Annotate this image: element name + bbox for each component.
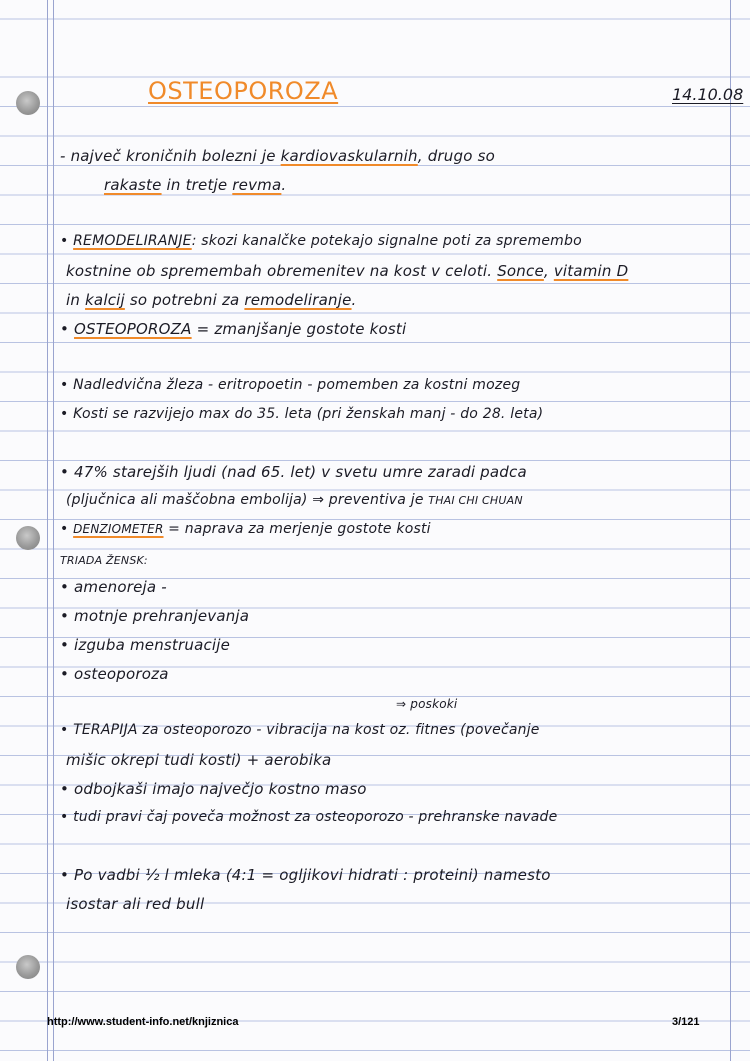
date: 14.10.08 bbox=[672, 85, 744, 104]
footer-url: http://www.student-info.net/knjiznica bbox=[47, 1016, 239, 1028]
list-item: • amenoreja - bbox=[60, 578, 167, 596]
note-line: • TERAPIJA za osteoporozo - vibracija na kost oz. fitnes (povečanje bbox=[60, 722, 540, 738]
note-line: • Po vadbi ½ l mleka (4:1 = ogljikovi hidrati : proteini) namesto bbox=[60, 866, 551, 884]
note-line: kostnine ob spremembah obremenitev na kost v celoti. Sonce, vitamin D bbox=[66, 262, 629, 280]
right-margin-line bbox=[730, 0, 731, 1061]
list-item: • osteoporoza bbox=[60, 665, 169, 683]
note-line: in kalcij so potrebni za remodeliranje. bbox=[66, 291, 357, 309]
note-line: • REMODELIRANJE: skozi kanalčke potekajo signalne poti za spremembo bbox=[60, 233, 582, 249]
punch-hole bbox=[16, 526, 40, 550]
list-item: • motnje prehranjevanja bbox=[60, 607, 250, 625]
note-line: • DENZIOMETER = naprava za merjenje gostote kosti bbox=[60, 521, 431, 537]
note-line: • tudi pravi čaj poveča možnost za osteoporozo - prehranske navade bbox=[60, 809, 558, 825]
note-line: • Kosti se razvijejo max do 35. leta (pri ženskah manj - do 28. leta) bbox=[60, 406, 544, 422]
page-title: OSTEOPOROZA bbox=[148, 77, 339, 105]
note-line: - največ kroničnih bolezni je kardiovaskularnih, drugo so bbox=[60, 147, 495, 165]
note-line: mišic okrepi tudi kosti) + aerobika bbox=[66, 751, 332, 769]
left-margin-line bbox=[47, 0, 48, 1061]
note-line: (pljučnica ali maščobna embolija) ⇒ preventiva je THAI CHI CHUAN bbox=[66, 492, 523, 508]
punch-hole bbox=[16, 91, 40, 115]
list-heading: TRIADA ŽENSK: bbox=[60, 554, 148, 567]
note-line: • Nadledvična žleza - eritropoetin - pomemben za kostni mozeg bbox=[60, 377, 521, 393]
list-item: • izguba menstruacije bbox=[60, 636, 231, 654]
note-line: • OSTEOPOROZA = zmanjšanje gostote kosti bbox=[60, 320, 407, 338]
page-number: 3/121 bbox=[672, 1016, 700, 1028]
note-line: rakaste in tretje revma. bbox=[104, 176, 287, 194]
punch-hole bbox=[16, 955, 40, 979]
note-line: • 47% starejših ljudi (nad 65. let) v svetu umre zaradi padca bbox=[60, 463, 527, 481]
note-line: • odbojkaši imajo največjo kostno maso bbox=[60, 780, 367, 798]
annotation: ⇒ poskoki bbox=[396, 697, 458, 711]
note-line: isostar ali red bull bbox=[66, 895, 205, 913]
left-margin-line-2 bbox=[53, 0, 54, 1061]
